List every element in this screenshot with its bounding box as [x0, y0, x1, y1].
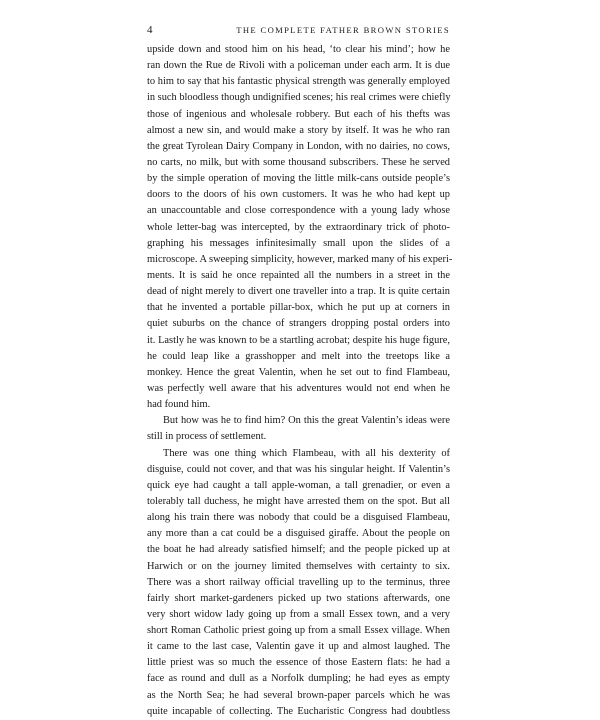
- text-line: little priest was so much the essence of those Eastern flats: he had a: [147, 657, 450, 669]
- text-line: quite incapable of collecting. The Eucharistic Congress had doubtless: [147, 705, 450, 717]
- text-line: monkey. Hence the great Valentin, when he set out to find Flambeau,: [147, 366, 450, 378]
- text-line: it. Lastly he was known to be a startling acrobat; despite his huge figure,: [147, 334, 450, 346]
- text-line: the boat he had already satisfied himself; and the people picked up at: [147, 544, 450, 556]
- text-line: it came to the last case, Valentin gave it up and almost laughed. The: [147, 641, 450, 653]
- text-line: dead of night merely to divert one traveller into a trap. It is quite certain: [147, 286, 450, 298]
- text-line: that he invented a portable pillar-box, which he put up at corners in: [147, 302, 450, 314]
- text-line: was perfectly well aware that his adventures would not end when he: [147, 382, 450, 394]
- text-line: in such bloodless though undignified scenes; his real crimes were chiefly: [147, 92, 451, 104]
- text-line: face as round and dull as a Norfolk dumpling; he had eyes as empty: [147, 673, 450, 685]
- book-title: THE COMPLETE FATHER BROWN STORIES: [236, 25, 450, 35]
- text-line: disguise, could not cover, and that was his singular height. If Valentin’s: [147, 463, 450, 475]
- text-line: ran down the Rue de Rivoli with a policeman under each arm. It is due: [147, 60, 450, 72]
- text-line: graphing his messages infinitesimally small upon the slides of a: [147, 237, 450, 249]
- running-head: [147, 22, 450, 38]
- text-line: But how was he to find him? On this the great Valentin’s ideas were: [163, 415, 450, 427]
- text-line: upside down and stood him on his head, ‘to clear his mind’; how he: [147, 44, 450, 55]
- body-text: [147, 42, 453, 720]
- text-line: very short widow lady going up from a small Essex town, and a very: [147, 608, 450, 620]
- text-line: by the simple operation of moving the little milk-cans outside people’s: [147, 173, 450, 185]
- text-line: quick eye had caught a tall apple-woman, a tall grenadier, or even a: [147, 479, 450, 491]
- text-line: fairly short market-gardeners picked up two stations afterwards, one: [147, 592, 450, 604]
- text-line: any more than a cat could be a disguised giraffe. About the people on: [147, 528, 450, 540]
- text-line: quiet suburbs on the chance of strangers dropping postal orders into: [147, 318, 450, 330]
- text-line: still in process of settlement.: [147, 431, 267, 443]
- text-line: along his train there was nobody that could be a disguised Flambeau,: [147, 512, 450, 524]
- text-line: microscope. A sweeping simplicity, however, marked many of his experi-: [147, 253, 453, 265]
- text-line: an unaccountable and close correspondence with a young lady whose: [147, 205, 450, 217]
- text-line: tolerably tall duchess, he might have arrested them on the spot. But all: [147, 495, 450, 507]
- text-line: short Roman Catholic priest going up from a small Essex village. When: [147, 625, 450, 637]
- text-line: had found him.: [147, 399, 211, 411]
- text-line: almost a new sin, and would make a story by itself. It was he who ran: [147, 124, 450, 136]
- text-line: doors to the doors of his own customers. It was he who had kept up: [147, 189, 450, 201]
- text-line: ments. It is said he once repainted all the numbers in a street in the: [147, 269, 450, 281]
- text-line: whole letter-bag was intercepted, by the extraordinary trick of photo-: [147, 221, 450, 233]
- text-line: no carts, no milk, but with some thousand subscribers. These he served: [147, 156, 450, 168]
- text-line: There was a short railway official travelling up to the terminus, three: [147, 576, 450, 588]
- text-line: the great Tyrolean Dairy Company in London, with no dairies, no cows,: [147, 140, 450, 152]
- text-line: Harwich or on the journey limited themselves with certainty to six.: [147, 560, 450, 572]
- page-number: 4: [147, 24, 153, 36]
- text-line: those of ingenious and wholesale robbery. But each of his thefts was: [147, 108, 450, 120]
- text-line: There was one thing which Flambeau, with all his dexterity of: [163, 447, 450, 459]
- text-line: he could leap like a grasshopper and melt into the treetops like a: [147, 350, 450, 362]
- text-line: as the North Sea; he had several brown-paper parcels which he was: [147, 689, 450, 701]
- text-line: to him to say that his fantastic physical strength was generally employed: [147, 76, 450, 88]
